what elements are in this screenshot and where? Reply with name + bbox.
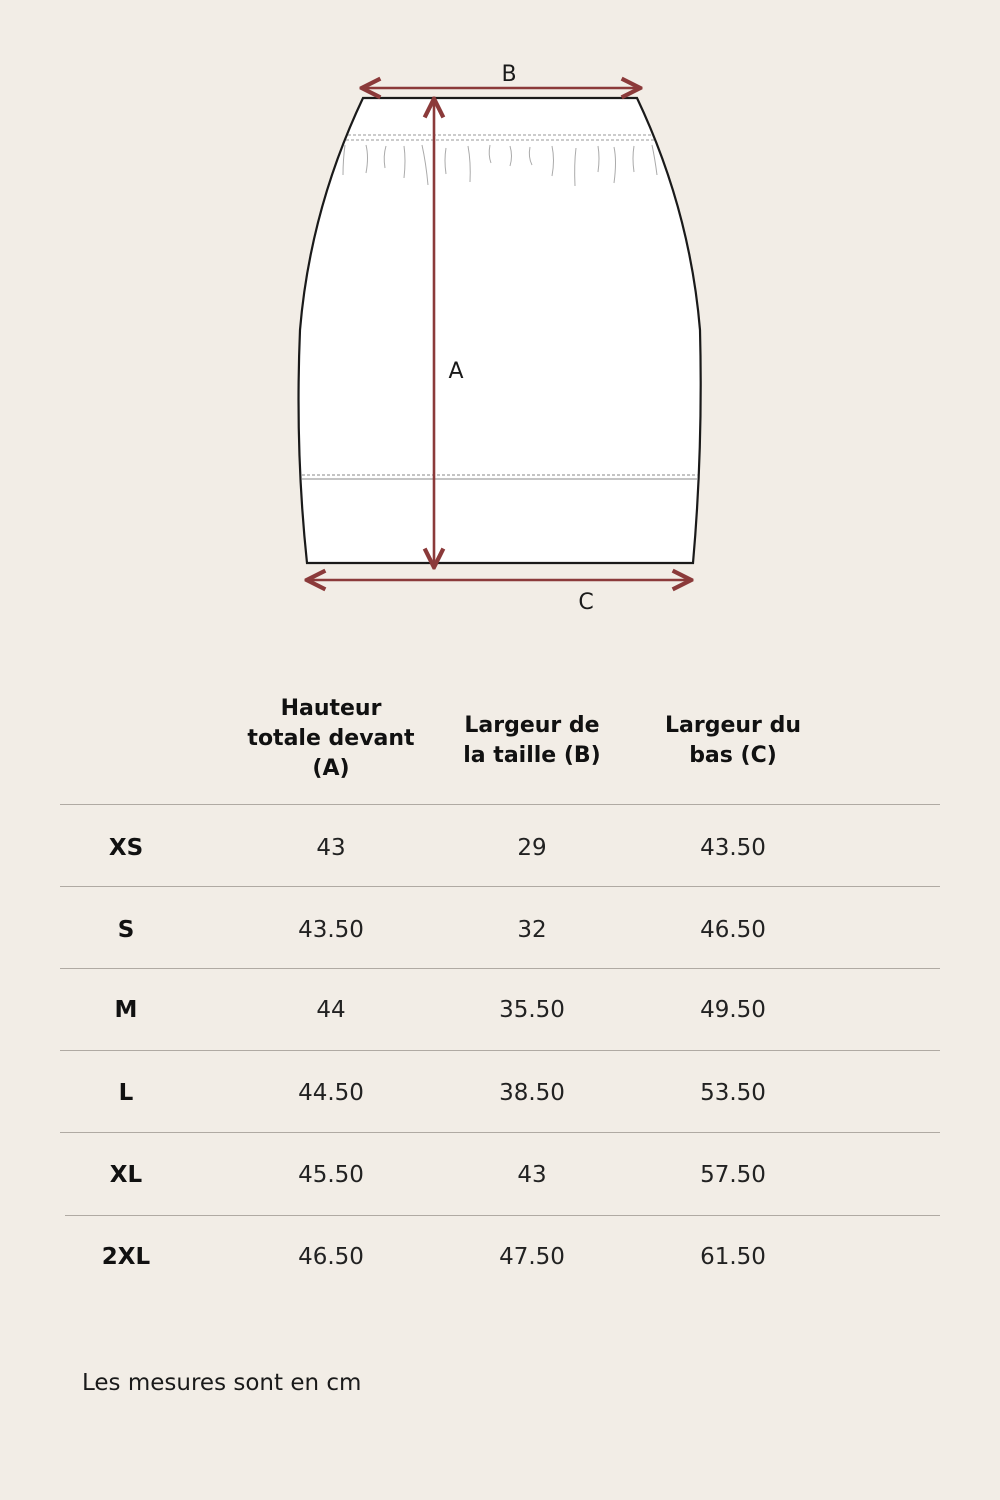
header-largeur-bas-line1: Largeur du — [665, 713, 801, 738]
size-label: L — [118, 1080, 134, 1106]
skirt-outline — [299, 98, 701, 563]
row-divider — [60, 886, 940, 887]
measurement-c: 46.50 — [700, 917, 766, 943]
header-largeur-taille — [432, 711, 632, 771]
size-label: XS — [108, 835, 144, 861]
label-b: B — [501, 62, 517, 87]
measurement-a: 45.50 — [298, 1162, 364, 1188]
measurement-b: 29 — [517, 835, 547, 861]
label-a: A — [448, 359, 464, 384]
row-divider — [60, 1132, 940, 1133]
measurement-c: 43.50 — [700, 835, 766, 861]
measurement-b: 43 — [517, 1162, 547, 1188]
measurement-a: 44.50 — [298, 1080, 364, 1106]
size-label: 2XL — [101, 1244, 151, 1270]
row-divider — [60, 1050, 940, 1051]
header-largeur-bas — [633, 711, 833, 771]
measurement-c: 49.50 — [700, 997, 766, 1023]
measurement-c: 61.50 — [700, 1244, 766, 1270]
header-hauteur — [231, 694, 431, 784]
skirt-diagram — [0, 0, 1000, 640]
measurement-a: 46.50 — [298, 1244, 364, 1270]
footnote: Les mesures sont en cm — [82, 1370, 362, 1396]
measurement-c: 53.50 — [700, 1080, 766, 1106]
measurement-c: 57.50 — [700, 1162, 766, 1188]
header-hauteur-line3: (A) — [312, 756, 350, 781]
label-c: C — [578, 590, 594, 615]
size-label: M — [114, 997, 138, 1023]
header-hauteur-line1: Hauteur — [280, 696, 382, 721]
row-divider — [60, 804, 940, 805]
header-largeur-taille-line1: Largeur de — [464, 713, 600, 738]
measurement-b: 47.50 — [499, 1244, 565, 1270]
header-largeur-bas-line2: bas (C) — [689, 743, 777, 768]
measurement-b: 35.50 — [499, 997, 565, 1023]
row-divider — [65, 1215, 940, 1216]
row-divider — [60, 968, 940, 969]
header-largeur-taille-line2: la taille (B) — [463, 743, 601, 768]
measurement-b: 32 — [517, 917, 547, 943]
measurement-a: 43 — [316, 835, 346, 861]
size-label: S — [117, 917, 135, 943]
header-hauteur-line2: totale devant — [247, 726, 415, 751]
size-label: XL — [109, 1162, 143, 1188]
measurement-a: 43.50 — [298, 917, 364, 943]
measurement-a: 44 — [316, 997, 346, 1023]
measurement-b: 38.50 — [499, 1080, 565, 1106]
